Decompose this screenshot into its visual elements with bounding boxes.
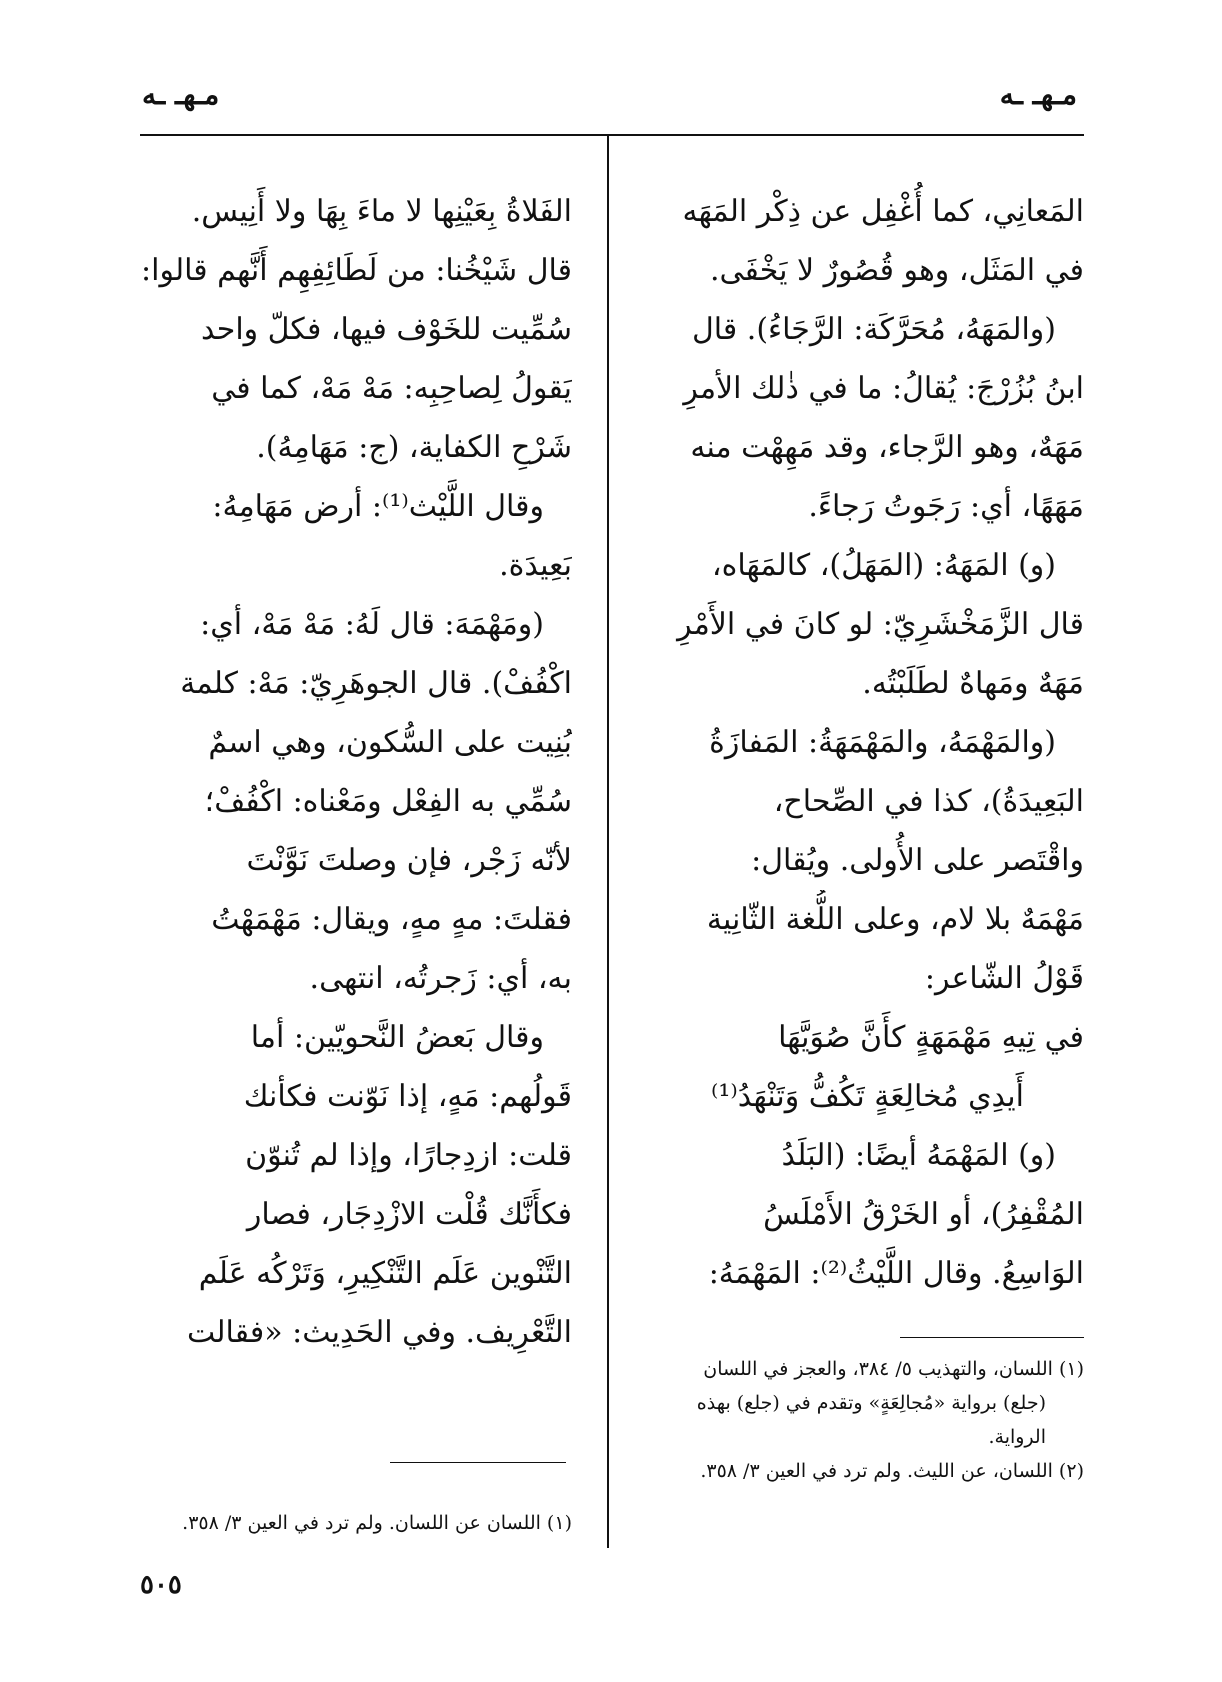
text-line: وقال اللَّيْث⁽¹⁾: أرض مَهَامِهُ: xyxy=(212,489,544,524)
text-line: يَقولُ لِصاحِبِه: مَهْ مَهْ، كما في xyxy=(211,371,572,406)
text-line: اكْفُفْ). قال الجوهَرِيّ: مَهْ: كلمة xyxy=(180,666,572,701)
text-line: مَهَهٌ، وهو الرَّجاء، وقد مَهِهْت منه xyxy=(690,430,1084,465)
running-header-right: مـهـ ـه xyxy=(999,78,1077,111)
text-line: به، أي: زَجرتُه، انتهى. xyxy=(309,961,572,996)
footnote-rule-right xyxy=(900,1337,1084,1338)
footnote-line: (جلع) برواية «مُجالِعَةٍ» وتقدم في (جلع) بهذه xyxy=(696,1392,1046,1414)
footnote-line: الرواية. xyxy=(988,1426,1046,1448)
text-line: فقلتَ: مهٍ مهٍ، ويقال: مَهْمَهْتُ xyxy=(211,902,572,937)
header-rule xyxy=(140,134,1084,136)
text-line: فكأَنَّك قُلْت الازْدِجَار، فصار xyxy=(246,1197,572,1232)
text-line: مَهَهًا، أي: رَجَوتُ رَجاءً. xyxy=(808,489,1084,524)
text-line: سُمِّيت للخَوْف فيها، فكلّ واحد xyxy=(201,312,572,347)
text-line: التَّنْوين عَلَم التَّنْكِيرِ، وَتَرْكُه عَلَم xyxy=(198,1256,572,1291)
text-line: المُقْفِرُ)، أو الخَرْقُ الأَمْلَسُ xyxy=(763,1197,1084,1232)
page-number: ٥٠٥ xyxy=(140,1570,182,1600)
running-header-left: مـهـ ـه xyxy=(142,78,220,111)
footnotes-right xyxy=(642,1352,1084,1488)
text-line: وقال بَعضُ النَّحويّين: أما xyxy=(250,1020,544,1055)
text-line: شَرْحِ الكفاية، (ج: مَهَامِهُ). xyxy=(256,430,572,465)
text-line: (والمَهَهُ، مُحَرَّكَة: الرَّجَاءُ). قال xyxy=(691,312,1056,347)
text-line: (والمَهْمَهُ، والمَهْمَهَةُ: المَفازَةُ xyxy=(709,725,1056,760)
footnote-line: (١) اللسان، والتهذيب ٥/ ٣٨٤، والعجز في اللسان xyxy=(703,1358,1084,1380)
text-line: بَعِيدَة. xyxy=(499,548,572,583)
text-line: (ومَهْمَهَ: قال لَهُ: مَهْ مَهْ، أي: xyxy=(200,607,544,642)
text-line: (و) المَهَهُ: (المَهَلُ)، كالمَهَاه، xyxy=(711,548,1056,583)
text-line: (و) المَهْمَهُ أيضًا: (البَلَدُ xyxy=(781,1138,1056,1173)
left-column xyxy=(140,182,572,1362)
text-line: واقْتَصر على الأُولى. ويُقال: xyxy=(751,843,1084,878)
text-line: قال شَيْخُنا: من لَطَائِفِهِم أَنَّهم قالوا: xyxy=(141,253,572,288)
column-divider xyxy=(607,136,609,1548)
text-line: مَهْمَهٌ بلا لام، وعلى اللُّغة الثّانِية xyxy=(706,902,1084,937)
text-line: الوَاسِعُ. وقال اللَّيْثُ⁽²⁾: المَهْمَهُ: xyxy=(708,1256,1084,1291)
text-line: في المَثَل، وهو قُصُورٌ لا يَخْفَى. xyxy=(710,253,1084,288)
text-line: التَّعْرِيف. وفي الحَدِيث: «فقالت xyxy=(186,1315,572,1350)
text-line: قلت: ازدِجارًا، وإذا لم تُنوّن xyxy=(245,1138,572,1173)
text-line: البَعِيدَةُ)، كذا في الصِّحاح، xyxy=(773,784,1084,819)
right-column xyxy=(642,182,1084,1303)
footnote-line: (٢) اللسان، عن الليث. ولم ترد في العين ٣/ ٣٥٨. xyxy=(700,1460,1084,1482)
text-line: قال الزَّمَخْشَرِيّ: لو كانَ في الأَمْرِ xyxy=(677,607,1084,642)
text-line: قَوْلُ الشّاعر: xyxy=(924,961,1084,996)
text-line: سُمِّي به الفِعْل ومَعْناه: اكْفُفْ؛ xyxy=(204,784,572,819)
verse-line: أَيدِي مُخالِعَةٍ تَكُفُّ وَتَنْهَدُ⁽¹⁾ xyxy=(710,1079,1024,1114)
text-line: بُنِيت على السُّكون، وهي اسمٌ xyxy=(208,725,572,760)
text-line: قَولُهم: مَهٍ، إذا نَوّنت فكأنك xyxy=(243,1079,572,1114)
text-line: المَعانِي، كما أُغْفِل عن ذِكْر المَهَه xyxy=(682,194,1084,229)
page-header xyxy=(0,0,1222,140)
footnotes-left xyxy=(140,1506,572,1540)
verse-line: في تِيهِ مَهْمَهَةٍ كأَنَّ صُوَيَّهَا xyxy=(778,1020,1084,1055)
text-line: لأنّه زَجْر، فإن وصلتَ نَوَّنْتَ xyxy=(246,843,572,878)
footnote-rule-left xyxy=(390,1462,566,1463)
text-line: الفَلاةُ بِعَيْنِها لا ماءَ بِهَا ولا أَنِيس. xyxy=(191,194,572,229)
footnote-line: (١) اللسان عن اللسان. ولم ترد في العين ٣/ ٣٥٨. xyxy=(182,1512,572,1534)
text-line: مَهَهٌ ومَهاهٌ لطَلَبْتُه. xyxy=(862,666,1084,701)
text-line: ابنُ بُزُرْجَ: يُقالُ: ما في ذٰلك الأمرِ xyxy=(683,371,1084,406)
